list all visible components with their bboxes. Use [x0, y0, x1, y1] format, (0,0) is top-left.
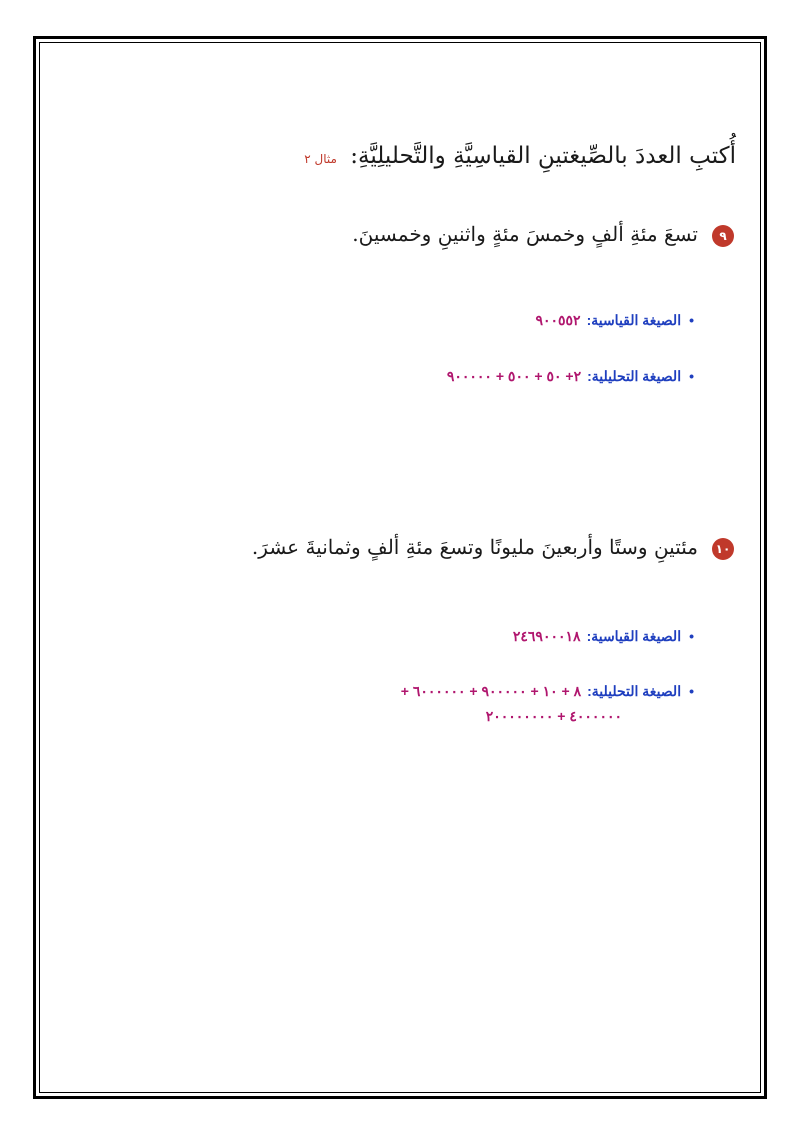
title-text: أُكتبِ العددَ بالصِّيغتينِ القياسِيَّةِ والتَّحليلِيَّةِ: — [350, 143, 736, 169]
answer-label: الصيغة التحليلية: — [587, 368, 682, 384]
bullet-icon: • — [689, 312, 694, 328]
expanded-form-answer — [447, 368, 694, 385]
page-border — [33, 36, 767, 1099]
bullet-icon: • — [689, 368, 694, 384]
page-border-inner — [39, 42, 761, 1093]
question-10 — [252, 535, 734, 560]
exercise-title — [304, 143, 736, 169]
expanded-form-answer — [401, 683, 694, 700]
answer-value: ٢٤٦٩٠٠٠١٨ — [512, 628, 581, 644]
bullet-icon: • — [689, 628, 694, 644]
answer-label: الصيغة القياسية: — [586, 628, 682, 644]
standard-form-answer — [535, 312, 694, 329]
question-text: تسعَ مئةِ ألفٍ وخمسَ مئةٍ واثنينِ وخمسينَ. — [352, 222, 698, 246]
answer-value: ٨ + ١٠ + ٩٠٠٠٠٠ + ٦٠٠٠٠٠٠ + — [400, 683, 582, 699]
question-number-badge: ٩ — [712, 225, 734, 247]
bullet-icon: • — [689, 683, 694, 699]
example-reference: مثال ٢ — [304, 152, 337, 166]
question-9 — [352, 222, 734, 247]
answer-value: ٢+ ٥٠ + ٥٠٠ + ٩٠٠٠٠٠ — [446, 368, 582, 384]
answer-label: الصيغة القياسية: — [586, 312, 682, 328]
answer-label: الصيغة التحليلية: — [587, 683, 682, 699]
answer-value: ٩٠٠٥٥٢ — [535, 312, 581, 328]
question-text: مئتينِ وستًا وأربعينَ مليونًا وتسعَ مئةِ ألفٍ وثمانيةَ عشرَ. — [251, 535, 698, 559]
expanded-form-continuation: ٤٠٠٠٠٠٠ + ٢٠٠٠٠٠٠٠٠ — [485, 708, 622, 724]
standard-form-answer — [513, 628, 694, 645]
question-number-badge: ١٠ — [712, 538, 734, 560]
